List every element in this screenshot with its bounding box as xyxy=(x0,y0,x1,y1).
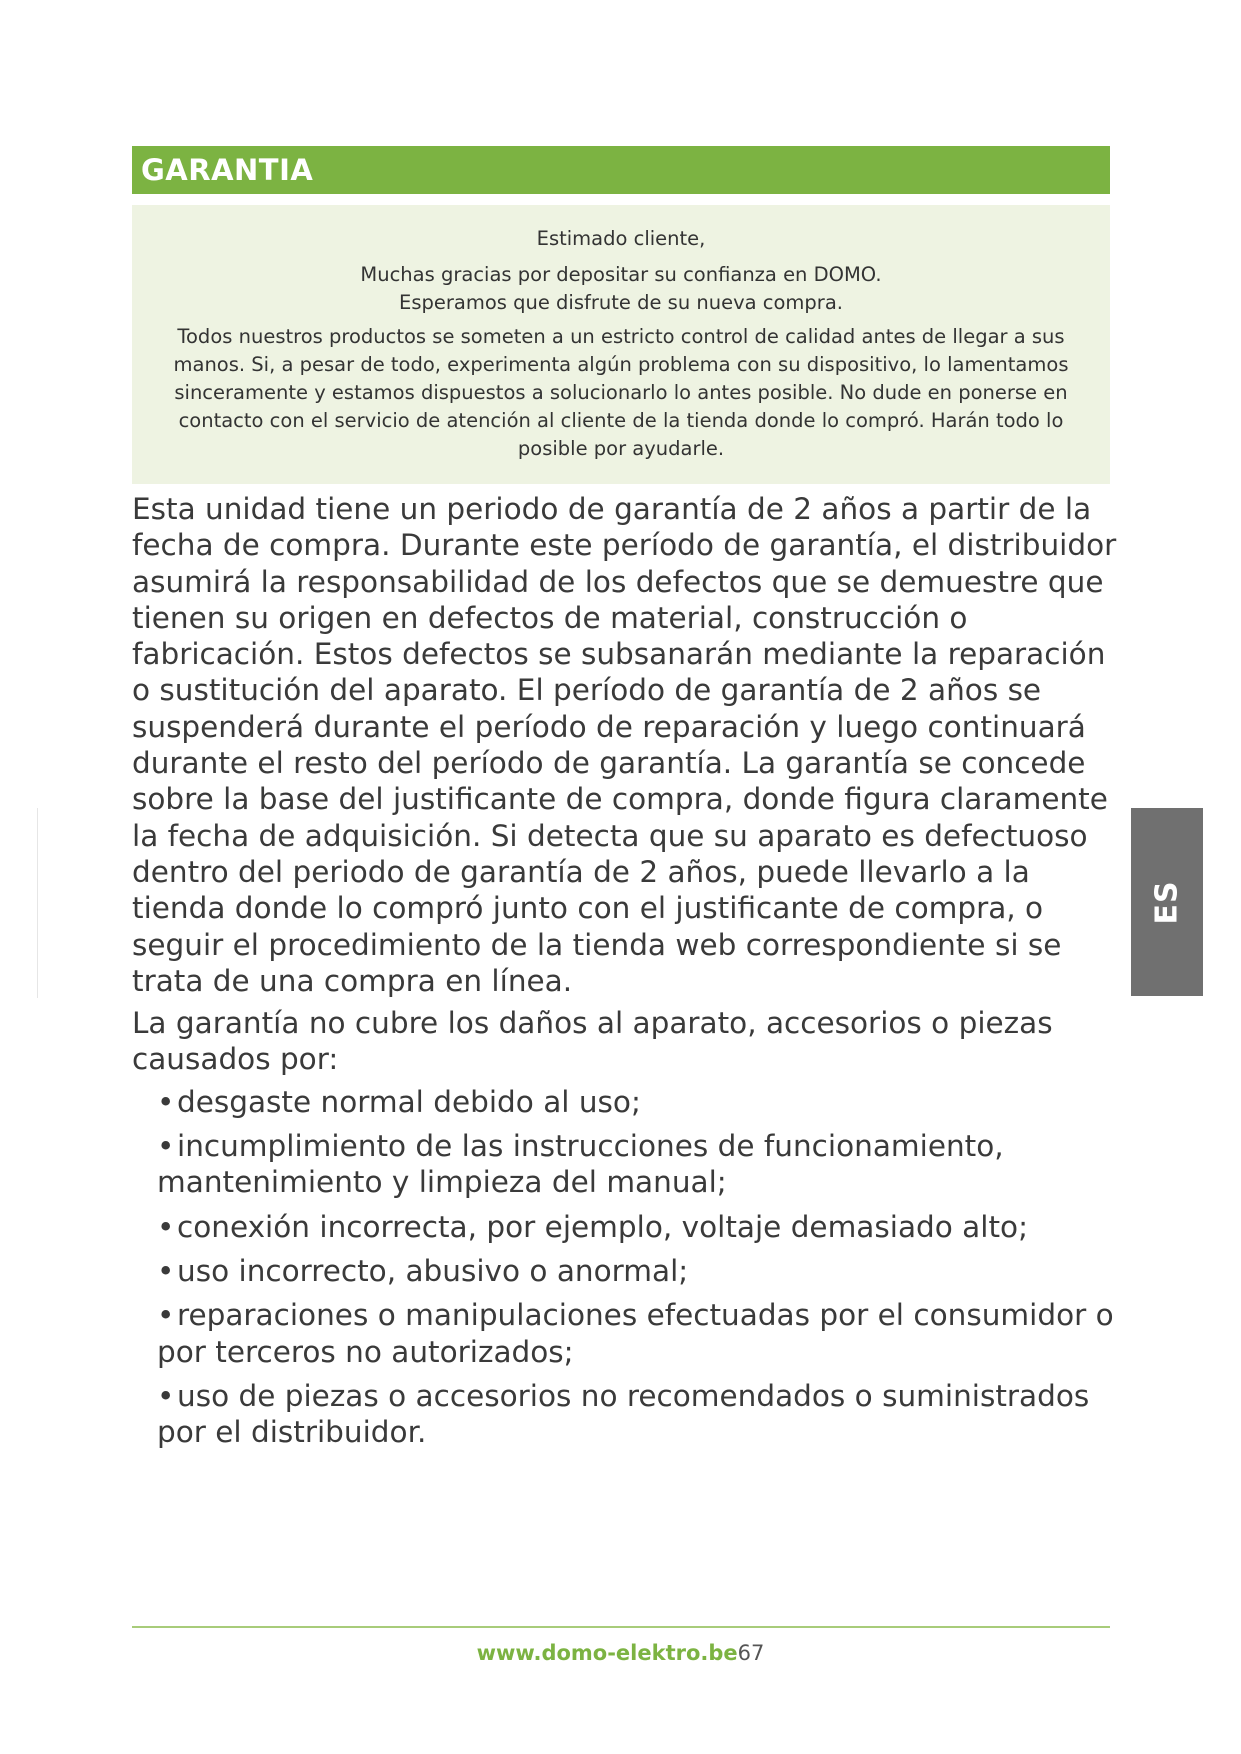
bullet-icon: • xyxy=(157,1209,175,1244)
warranty-paragraph-1: Esta unidad tiene un periodo de garantía de 2 años a partir de la fecha de compra. Durante este período de garantía, el distribuidor asumirá la responsabilidad de los defectos que se demuestre que tienen su origen en defectos de material, construcción o fabricación. Estos defectos se subsanarán mediante la reparación o sustitución del aparato. El período de garantía de 2 años se suspenderá durante el período de reparación y luego continuará durante el resto del período de garantía. La garantía se concede sobre la base del justificante de compra, donde figura claramente la fecha de adquisición. Si detecta que su aparato es defectuoso dentro del periodo de garantía de 2 años, puede llevarlo a la tienda donde lo compró junto con el justificante de compra, o seguir el procedimiento de la tienda web correspondiente si se trata de una compra en línea. xyxy=(132,492,1117,998)
footer-divider xyxy=(132,1626,1110,1628)
intro-thanks-line-2: Esperamos que disfrute de su nueva compra. xyxy=(399,291,843,314)
language-tab-label: ES xyxy=(1149,879,1185,925)
page-footer xyxy=(0,1641,1241,1665)
margin-divider xyxy=(37,808,38,998)
bullet-icon: • xyxy=(157,1298,175,1333)
list-item: •reparaciones o manipulaciones efectuadas por el consumidor o por terceros no autorizados; xyxy=(157,1298,1114,1369)
exclusions-list xyxy=(132,1084,1122,1451)
list-item: •incumplimiento de las instrucciones de funcionamiento, mantenimiento y limpieza del manual; xyxy=(157,1129,1004,1200)
intro-quality-text: Todos nuestros productos se someten a un estricto control de calidad antes de llegar a sus manos. Si, a pesar de todo, experimenta algún problema con su dispositivo, lo lamentamos sinceramente y estamos dispuestos a solucionarlo lo antes posible. No dude en ponerse en contacto con el servicio de atención al cliente de la tienda donde lo compró. Harán todo lo posible por ayudarle. xyxy=(173,325,1069,460)
warranty-paragraph-2: La garantía no cubre los daños al aparato, accesorios o piezas causados por: xyxy=(132,1006,1053,1077)
footer-website-url: www.domo-elektro.be xyxy=(476,1641,738,1665)
customer-intro-box xyxy=(132,205,1110,484)
section-header-bar xyxy=(132,146,1110,194)
page-number: 67 xyxy=(737,1641,765,1665)
bullet-icon: • xyxy=(157,1253,175,1288)
intro-greeting: Estimado cliente, xyxy=(536,227,706,250)
language-tab xyxy=(1131,808,1203,996)
bullet-icon: • xyxy=(157,1129,175,1164)
list-item: •desgaste normal debido al uso; xyxy=(157,1084,641,1119)
intro-thanks-line-1: Muchas gracias por depositar su confianza en DOMO. xyxy=(360,263,882,286)
list-item: •conexión incorrecta, por ejemplo, voltaje demasiado alto; xyxy=(157,1209,1029,1244)
warranty-body xyxy=(132,491,1122,1458)
bullet-icon: • xyxy=(157,1378,175,1413)
list-item: •uso incorrecto, abusivo o anormal; xyxy=(157,1253,689,1288)
bullet-icon: • xyxy=(157,1084,175,1119)
list-item: •uso de piezas o accesorios no recomendados o suministrados por el distribuidor. xyxy=(157,1378,1090,1450)
section-title: GARANTIA xyxy=(141,153,314,187)
